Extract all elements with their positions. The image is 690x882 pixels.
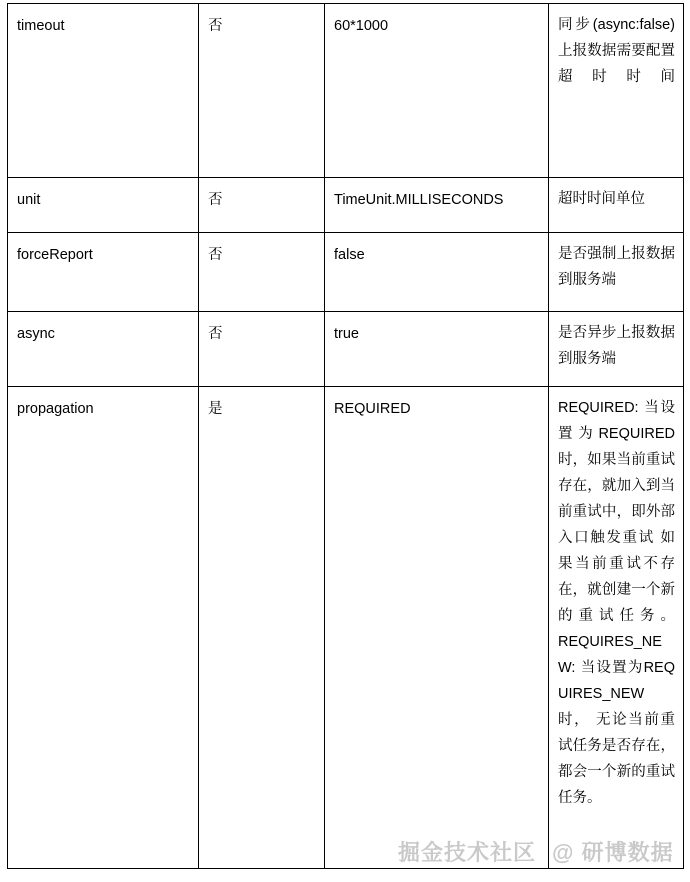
description-text: 同步(async:false)上报数据需要配置超时时间	[558, 17, 675, 85]
cell-description	[549, 178, 684, 233]
parameter-name-text: propagation	[17, 401, 94, 417]
cell-default-value	[325, 387, 549, 869]
cell-default-value	[325, 233, 549, 312]
default-value-text: REQUIRED	[334, 401, 411, 417]
parameter-name-text: async	[17, 326, 55, 342]
parameter-name-text: unit	[17, 192, 41, 208]
default-value-text: false	[334, 247, 365, 263]
parameter-name-text: forceReport	[17, 247, 93, 263]
cell-default-value	[325, 312, 549, 387]
cell-required-flag	[199, 387, 325, 869]
cell-required-flag	[199, 4, 325, 178]
description-text: 超时时间单位	[558, 191, 645, 207]
cell-required-flag	[199, 312, 325, 387]
cell-required-flag	[199, 178, 325, 233]
description-body	[549, 387, 683, 817]
cell-parameter-name	[8, 387, 199, 869]
cell-description	[549, 233, 684, 312]
required-flag-text: 否	[208, 192, 223, 208]
cell-default-value	[325, 4, 549, 178]
watermark-juejin: 掘金技术社区	[398, 840, 537, 865]
table-row	[8, 387, 684, 869]
cell-parameter-name	[8, 4, 199, 178]
cell-description	[549, 387, 684, 869]
required-flag-text: 否	[208, 18, 223, 34]
table-row	[8, 178, 684, 233]
cell-default-value	[325, 178, 549, 233]
default-value-text: 60*1000	[334, 18, 389, 34]
description-text: 是否异步上报数据到服务端	[558, 325, 675, 367]
description-propagation-required: REQUIRED: 当设置为REQUIRED 时，如果当前重试存在，就加入到当前重试中，即外部入口触发重试 如果当前重试不存在，就创建一个新的重试任务。	[558, 400, 675, 624]
cell-required-flag	[199, 233, 325, 312]
cell-description	[549, 4, 684, 178]
required-flag-text: 否	[208, 326, 223, 342]
cell-parameter-name	[8, 312, 199, 387]
default-value-text: TimeUnit.MILLISECONDS	[334, 192, 504, 208]
cell-parameter-name	[8, 233, 199, 312]
table-row	[8, 4, 684, 178]
watermark-yanbo: @ 研博数据	[552, 840, 674, 865]
parameter-reference-table	[7, 3, 684, 869]
cell-parameter-name	[8, 178, 199, 233]
parameter-name-text: timeout	[17, 18, 65, 34]
table-row	[8, 312, 684, 387]
required-flag-text: 是	[208, 401, 223, 417]
cell-description	[549, 312, 684, 387]
table-row	[8, 233, 684, 312]
description-text: 是否强制上报数据到服务端	[558, 246, 675, 288]
default-value-text: true	[334, 326, 359, 342]
required-flag-text: 否	[208, 247, 223, 263]
description-propagation-requires-new: REQUIRES_NEW: 当设置为REQUIRES_NEW 时， 无论当前重试任务是否存在，都会一个新的重试任务。	[558, 634, 675, 806]
